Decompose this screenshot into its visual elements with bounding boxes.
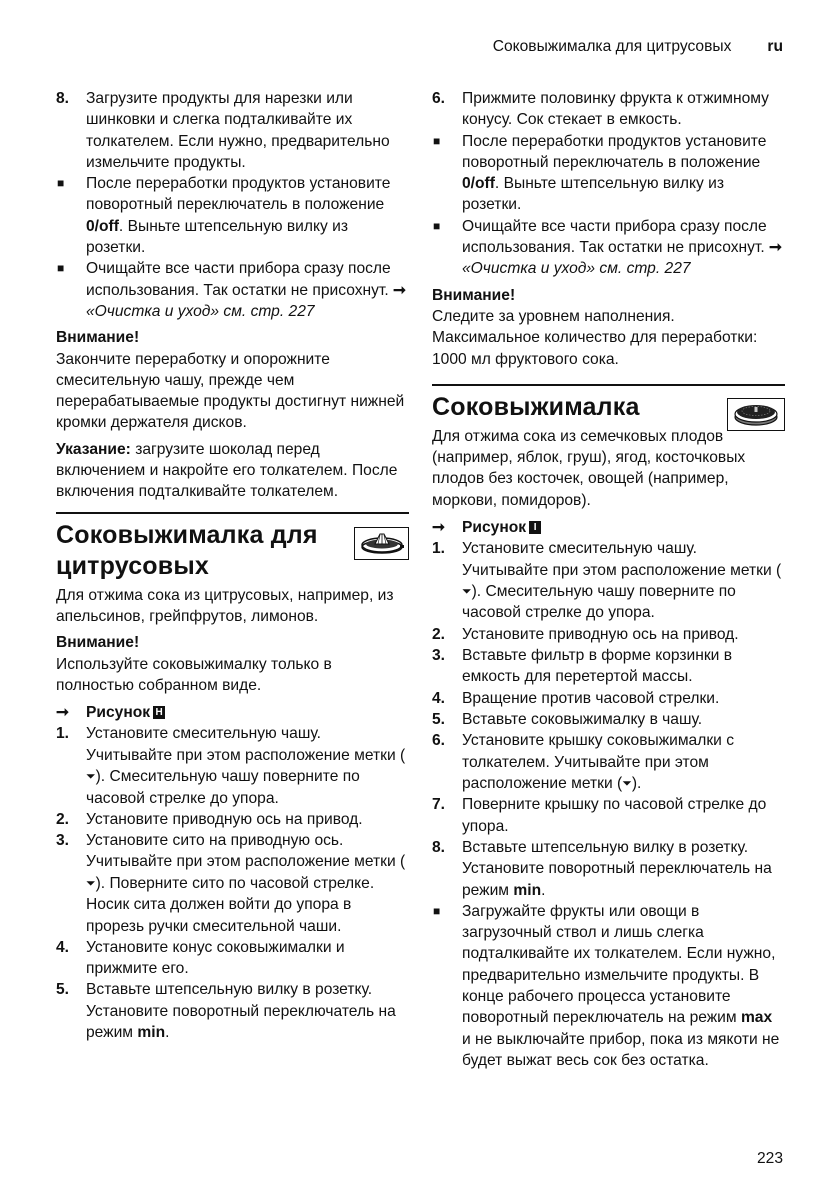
bullet-item — [432, 131, 785, 216]
step-number: 5. — [56, 981, 70, 999]
caution-text: Закончите переработку и опорожните смесительную чашу, прежде чем перерабатываемые продукты достигнут нижней кромки держателя дисков. — [56, 350, 405, 432]
bullet-square-icon: ■ — [433, 133, 441, 148]
text-run: Очищайте все части прибора сразу после использования. Так остатки не присохнут. — [86, 260, 393, 299]
step-number: 2. — [432, 625, 446, 643]
switch-position-off: 0/off — [462, 175, 495, 193]
bullet-item — [432, 216, 785, 280]
arrow-right-icon: ➞ — [432, 519, 446, 537]
step-number: 1. — [432, 540, 446, 558]
bullet-text — [86, 258, 409, 322]
step-text — [462, 837, 785, 901]
text-run: Вставьте штепсельную вилку в розетку. Установите поворотный переключатель на режим — [86, 981, 396, 1042]
caution-title: Внимание! — [432, 286, 516, 304]
text-run: После переработки продуктов установите поворотный переключатель в положение — [462, 132, 767, 171]
text-run: Установите смесительную чашу. Учитывайте при этом расположение метки ( — [462, 540, 782, 579]
section-heading: Соковыжималка — [432, 392, 640, 421]
step-text: Прижмите половинку фрукта к отжимному конусу. Сок стекает в емкость. — [462, 90, 769, 129]
step-text — [86, 723, 409, 808]
step-item — [56, 830, 409, 937]
bullet-square-icon: ■ — [57, 261, 65, 276]
hint-text: загрузите шоколад перед включением и накройте его толкателем. После включения подталкивайте толкателем. — [56, 440, 398, 501]
step-number: 4. — [56, 938, 70, 956]
mode-max: max — [740, 1009, 773, 1027]
step-item — [432, 538, 785, 623]
text-run: . Выньте штепсельную вилку из розетки. — [86, 217, 348, 257]
bullet-text — [462, 901, 785, 1071]
step-text — [462, 538, 785, 623]
text-run: Установите смесительную чашу. Учитывайте при этом расположение метки ( — [86, 725, 406, 764]
text-run: ). Поверните сито по часовой стрелке. Носик сита должен войти до упора в прорезь ручки смесительной чаши. — [86, 874, 375, 935]
step-number: 8. — [56, 90, 70, 107]
bullet-text — [462, 216, 785, 280]
caution-text: Следите за уровнем наполнения. Максимальное количество для переработки: 1000 мл фруктового сока. — [432, 307, 758, 368]
arrow-right-icon: ➞ — [393, 281, 407, 299]
running-header — [493, 36, 783, 57]
bullet-text — [462, 131, 785, 216]
juicer-section — [432, 384, 785, 1071]
bullet-square-icon: ■ — [57, 176, 65, 191]
figure-label: Рисунок — [462, 519, 527, 537]
step-item — [56, 88, 409, 173]
bullet-square-icon: ■ — [433, 903, 441, 918]
step-number: 3. — [56, 832, 70, 850]
page-number: 223 — [756, 1150, 783, 1167]
arrow-right-icon: ➞ — [769, 239, 783, 257]
section-intro: Для отжима сока из цитрусовых, например, из апельсинов, грейпфрутов, лимонов. — [56, 586, 394, 625]
step-text: Вставьте фильтр в форме корзинки в емкость для перетертой массы. — [462, 647, 732, 686]
step-number: 7. — [432, 796, 446, 814]
text-run: . — [165, 1024, 170, 1042]
hint-label: Указание: — [56, 440, 131, 458]
alignment-mark-icon: ⏷ — [622, 776, 632, 791]
text-run: ). — [631, 774, 642, 792]
step-text: Установите приводную ось на привод. — [86, 810, 363, 828]
running-title: Соковыжималка для цитрусовых — [492, 38, 732, 55]
bullet-square-icon: ■ — [433, 218, 441, 233]
text-run: Очищайте все части прибора сразу после использования. Так остатки не присохнут. — [462, 217, 769, 257]
step-text — [86, 979, 409, 1043]
figure-letter-badge: H — [153, 706, 165, 719]
alignment-mark-icon: ⏷ — [86, 875, 96, 890]
step-item — [432, 88, 785, 131]
bullet-item — [56, 258, 409, 322]
text-run: Установите крышку соковыжималки с толкателем. Учитывайте при этом расположение метки ( — [462, 732, 734, 792]
figure-reference — [56, 702, 409, 723]
caution-title: Внимание! — [56, 329, 140, 347]
caution-title: Внимание! — [56, 634, 140, 652]
step-text: Поверните крышку по часовой стрелке до упора. — [462, 796, 767, 835]
bullet-item — [56, 173, 409, 258]
text-run: Вставьте штепсельную вилку в розетку. Установите поворотный переключатель на режим — [462, 838, 772, 899]
step-item — [56, 809, 409, 830]
juicer-icon — [727, 398, 785, 431]
citrus-press-section — [56, 512, 409, 1044]
text-run: После переработки продуктов установите поворотный переключатель в положение — [86, 175, 391, 214]
right-column — [432, 88, 785, 1071]
text-run: . — [541, 881, 546, 899]
alignment-mark-icon: ⏷ — [86, 769, 96, 784]
citrus-press-icon — [354, 527, 409, 560]
hint-paragraph — [56, 439, 409, 503]
step-text: Установите конус соковыжималки и прижмите его. — [86, 938, 345, 978]
step-number: 6. — [432, 90, 446, 107]
figure-letter-badge: I — [529, 521, 541, 534]
bullet-item — [432, 901, 785, 1071]
step-text: Вставьте соковыжималку в чашу. — [462, 710, 703, 728]
switch-position-off: 0/off — [86, 217, 119, 235]
text-run: ). Смесительную чашу поверните по часовой стрелке до упора. — [86, 768, 360, 807]
step-item — [432, 794, 785, 837]
step-text: Вращение против часовой стрелки. — [462, 689, 720, 707]
step-item — [432, 730, 785, 794]
step-item — [432, 645, 785, 688]
step-item — [56, 979, 409, 1043]
alignment-mark-icon: ⏷ — [462, 584, 472, 599]
section-intro: Для отжима сока из семечковых плодов (например, яблок, груш), ягод, косточковых плодов без косточек, овощей (например, моркови, помидоров). — [432, 427, 746, 509]
step-number: 2. — [56, 810, 70, 828]
section-heading: Соковыжималка для цитрусовых — [56, 520, 318, 580]
step-item — [432, 624, 785, 645]
mode-min: min — [513, 881, 542, 899]
step-number: 6. — [432, 732, 446, 750]
step-item — [56, 937, 409, 980]
caution-text: Используйте соковыжималку только в полностью собранном виде. — [56, 655, 332, 694]
step-number: 4. — [432, 689, 446, 707]
step-text — [462, 730, 785, 794]
step-text — [86, 830, 409, 937]
text-run: Установите сито на приводную ось. Учитывайте при этом расположение метки ( — [86, 832, 406, 871]
mode-min: min — [137, 1024, 166, 1042]
cross-reference-link[interactable]: «Очистка и уход» см. стр. 227 — [462, 260, 691, 278]
step-number: 3. — [432, 647, 446, 665]
step-text: Установите приводную ось на привод. — [462, 625, 739, 643]
bullet-text — [86, 173, 409, 258]
step-item — [432, 837, 785, 901]
step-number: 5. — [432, 710, 446, 728]
figure-reference — [432, 517, 785, 538]
arrow-right-icon: ➞ — [56, 704, 70, 722]
figure-label: Рисунок — [86, 704, 151, 722]
step-text: Загрузите продукты для нарезки или шинковки и слегка подталкивайте их толкателем. Если нужно, предварительно измельчите продукты. — [86, 90, 390, 171]
step-number: 1. — [56, 725, 70, 743]
step-number: 8. — [432, 838, 446, 856]
text-run: Загружайте фрукты или овощи в загрузочный ствол и лишь слегка подталкивайте их толкателем. Если нужно, предварительно измельчите продукты. В конце рабочего процесса установите поворотный переключатель на режим — [462, 902, 776, 1027]
text-run: . Выньте штепсельную вилку из розетки. — [462, 175, 724, 214]
step-item — [432, 688, 785, 709]
language-code: ru — [767, 38, 783, 55]
text-run: и не выключайте прибор, пока из мякоти не будет выжат весь сок без остатка. — [462, 1030, 780, 1069]
cross-reference-link[interactable]: «Очистка и уход» см. стр. 227 — [86, 302, 315, 320]
step-item — [432, 709, 785, 730]
left-column — [56, 88, 409, 1043]
step-item — [56, 723, 409, 808]
text-run: ). Смесительную чашу поверните по часовой стрелке до упора. — [462, 582, 736, 622]
